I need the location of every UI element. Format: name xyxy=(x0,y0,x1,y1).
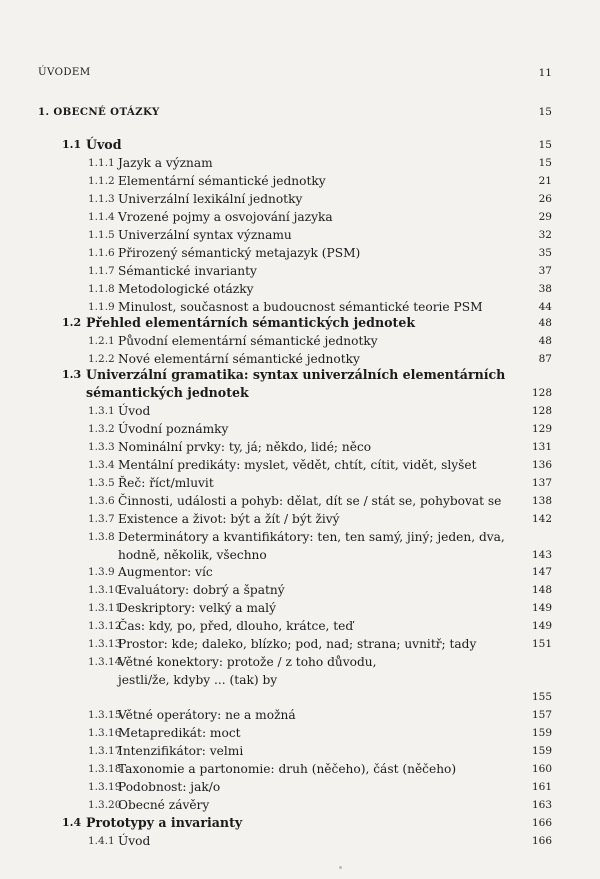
toc-number: 1.2.1 xyxy=(88,335,115,347)
toc-number: 1.1.6 xyxy=(88,247,115,259)
toc-page-number: 159 xyxy=(531,745,552,757)
toc-title: Elementární sémantické jednotky xyxy=(118,174,326,188)
toc-entry-1-3-18[interactable] xyxy=(0,760,600,778)
toc-entry-chapter-1[interactable] xyxy=(0,103,600,121)
toc-title: Čas: kdy, po, před, dlouho, krátce, teď xyxy=(118,619,354,633)
toc-entry-1-4-1[interactable] xyxy=(0,832,600,850)
toc-number: 1.3.2 xyxy=(88,423,115,435)
toc-title: Původní elementární sémantické jednotky xyxy=(118,334,378,348)
toc-number: 1.3.16 xyxy=(88,727,122,739)
toc-page-number: 148 xyxy=(531,584,552,596)
toc-title: Metodologické otázky xyxy=(118,282,254,296)
toc-entry-1-3-20[interactable] xyxy=(0,796,600,814)
toc-number: 1.4 xyxy=(62,816,82,829)
toc-title: Prototypy a invarianty xyxy=(86,815,243,830)
toc-entry-1-1-7[interactable] xyxy=(0,262,600,280)
toc-entry-1-3-5[interactable] xyxy=(0,474,600,492)
toc-entry-1-3-cont[interactable] xyxy=(0,384,600,402)
toc-entry-1-1-4[interactable] xyxy=(0,208,600,226)
toc-page-number: 149 xyxy=(531,602,552,614)
toc-title: Nové elementární sémantické jednotky xyxy=(118,352,360,366)
toc-title-line2: jestli/že, kdyby ... (tak) by xyxy=(118,673,278,687)
toc-title-line2: sémantických jednotek xyxy=(86,385,249,400)
toc-number: 1.4.1 xyxy=(88,835,115,847)
toc-page-number: 149 xyxy=(531,620,552,632)
toc-title-line1: Větné konektory: protože / z toho důvodu, xyxy=(118,655,377,669)
toc-number: 1.2.2 xyxy=(88,353,115,365)
toc-title: Augmentor: víc xyxy=(118,565,213,579)
toc-page-number: 21 xyxy=(538,175,552,187)
toc-entry-1-3-14-cont[interactable] xyxy=(0,671,600,689)
toc-number: 1.3.8 xyxy=(88,531,115,543)
toc-title: Obecné závěry xyxy=(118,798,210,812)
toc-title-line2: hodně, několik, všechno xyxy=(118,548,267,562)
toc-entry-1-1-3[interactable] xyxy=(0,190,600,208)
toc-title: Větné operátory: ne a možná xyxy=(118,708,296,722)
toc-number: 1.3.11 xyxy=(88,602,122,614)
toc-page-number: 136 xyxy=(531,459,552,471)
toc-number: 1.3.19 xyxy=(88,781,122,793)
toc-page-number: 15 xyxy=(538,157,552,169)
toc-page-number: 166 xyxy=(531,835,552,847)
toc-title: Metapredikát: moct xyxy=(118,726,241,740)
toc-page-number: 29 xyxy=(538,211,552,223)
toc-number: 1.3.14 xyxy=(88,656,122,668)
toc-entry-1-3-13[interactable] xyxy=(0,635,600,653)
toc-title: Úvod xyxy=(118,834,151,848)
toc-title: Existence a život: být a žít / být živý xyxy=(118,512,340,526)
toc-number: 1.1.7 xyxy=(88,265,115,277)
toc-entry-1-1-2[interactable] xyxy=(0,172,600,190)
toc-entry-1-3[interactable] xyxy=(0,366,600,384)
toc-page-number: 155 xyxy=(531,691,552,703)
toc-page-number: 48 xyxy=(538,317,552,329)
toc-title: Řeč: říct/mluvit xyxy=(118,476,214,490)
toc-page-number: 161 xyxy=(531,781,552,793)
toc-page-number: 11 xyxy=(538,67,552,79)
toc-page-number: 15 xyxy=(538,139,552,151)
toc-page-number: 137 xyxy=(531,477,552,489)
toc-number: 1.3.17 xyxy=(88,745,122,757)
toc-title: Evaluátory: dobrý a špatný xyxy=(118,583,285,597)
toc-page-number: 37 xyxy=(538,265,552,277)
toc-entry-1-3-8[interactable] xyxy=(0,528,600,546)
toc-page-number: 128 xyxy=(531,405,552,417)
toc-title-line1: Univerzální gramatika: syntax univerzálních elementárních xyxy=(86,367,506,382)
toc-number: 1.1.5 xyxy=(88,229,115,241)
toc-title: Úvodní poznámky xyxy=(118,422,229,436)
toc-page-number: 32 xyxy=(538,229,552,241)
toc-entry-intro[interactable] xyxy=(0,64,600,82)
toc-page-number: 38 xyxy=(538,283,552,295)
toc-page-number: 48 xyxy=(538,335,552,347)
toc-number: 1.3.6 xyxy=(88,495,115,507)
toc-number: 1.1.3 xyxy=(88,193,115,205)
toc-page-number: 129 xyxy=(531,423,552,435)
toc-entry-1-1-6[interactable] xyxy=(0,244,600,262)
toc-entry-1-2-1[interactable] xyxy=(0,332,600,350)
toc-title: Taxonomie a partonomie: druh (něčeho), část (něčeho) xyxy=(118,762,457,776)
toc-title: Deskriptory: velký a malý xyxy=(118,601,276,615)
toc-title: Nominální prvky: ty, já; někdo, lidé; něco xyxy=(118,440,372,454)
toc-page-number: 160 xyxy=(531,763,552,775)
toc-page-number: 138 xyxy=(531,495,552,507)
toc-number: 1.3.7 xyxy=(88,513,115,525)
toc-page-number: 35 xyxy=(538,247,552,259)
toc-entry-1-3-2[interactable] xyxy=(0,420,600,438)
toc-entry-1-1[interactable] xyxy=(0,136,600,154)
toc-entry-1-3-3[interactable] xyxy=(0,438,600,456)
toc-title: Vrozené pojmy a osvojování jazyka xyxy=(118,210,333,224)
toc-entry-1-4[interactable] xyxy=(0,814,600,832)
toc-page-number: 26 xyxy=(538,193,552,205)
toc-title: Podobnost: jak/o xyxy=(118,780,221,794)
toc-number: 1.3.1 xyxy=(88,405,115,417)
toc-entry-1-1-8[interactable] xyxy=(0,280,600,298)
toc-number: 1.3.4 xyxy=(88,459,115,471)
toc-title: Přehled elementárních sémantických jednotek xyxy=(86,315,416,330)
toc-entry-1-3-8-cont[interactable] xyxy=(0,546,600,564)
toc-number: 1.3.15 xyxy=(88,709,122,721)
toc-number: 1.3 xyxy=(62,368,82,381)
toc-title: Minulost, současnost a budoucnost sémantické teorie PSM xyxy=(118,300,483,314)
toc-title: 1. OBECNÉ OTÁZKY xyxy=(38,106,160,118)
toc-entry-1-3-19[interactable] xyxy=(0,778,600,796)
toc-title: Činnosti, události a pohyb: dělat, dít se / stát se, pohybovat se xyxy=(118,494,502,508)
toc-number: 1.2 xyxy=(62,316,82,329)
toc-title: Úvod xyxy=(86,137,122,152)
toc-number: 1.1.9 xyxy=(88,301,115,313)
toc-entry-1-3-12[interactable] xyxy=(0,617,600,635)
page-dot-mark xyxy=(339,866,342,869)
toc-page-number: 128 xyxy=(531,387,552,399)
toc-number: 1.1.4 xyxy=(88,211,115,223)
toc-entry-1-3-1[interactable] xyxy=(0,402,600,420)
toc-page-number: 15 xyxy=(538,106,552,118)
toc-page-number: 87 xyxy=(538,353,552,365)
toc-entry-1-1-1[interactable] xyxy=(0,154,600,172)
toc-title: Univerzální syntax významu xyxy=(118,228,292,242)
toc-number: 1.1.8 xyxy=(88,283,115,295)
toc-entry-1-3-6[interactable] xyxy=(0,492,600,510)
toc-title-line1: Determinátory a kvantifikátory: ten, ten samý, jiný; jeden, dva, xyxy=(118,530,505,544)
toc-number: 1.3.9 xyxy=(88,566,115,578)
toc-entry-1-3-10[interactable] xyxy=(0,581,600,599)
toc-entry-1-3-15[interactable] xyxy=(0,706,600,724)
toc-page-number: 143 xyxy=(531,549,552,561)
toc-title: Jazyk a význam xyxy=(118,156,213,170)
toc-page-number: 166 xyxy=(531,817,552,829)
toc-number: 1.3.5 xyxy=(88,477,115,489)
toc-number: 1.3.3 xyxy=(88,441,115,453)
toc-number: 1.3.10 xyxy=(88,584,122,596)
toc-page-number: 44 xyxy=(538,301,552,313)
toc-page-number: 157 xyxy=(531,709,552,721)
toc-title: Univerzální lexikální jednotky xyxy=(118,192,303,206)
toc-number: 1.3.12 xyxy=(88,620,122,632)
toc-entry-1-3-14[interactable] xyxy=(0,653,600,671)
toc-entry-1-3-16[interactable] xyxy=(0,724,600,742)
toc-number: 1.3.13 xyxy=(88,638,122,650)
toc-page-number: 163 xyxy=(531,799,552,811)
toc-entry-1-2[interactable] xyxy=(0,314,600,332)
toc-number: 1.3.20 xyxy=(88,799,122,811)
toc-entry-1-1-5[interactable] xyxy=(0,226,600,244)
toc-page-number: 131 xyxy=(531,441,552,453)
toc-entry-1-3-11[interactable] xyxy=(0,599,600,617)
toc-title: Prostor: kde; daleko, blízko; pod, nad; strana; uvnitř; tady xyxy=(118,637,477,651)
toc-page-number: 142 xyxy=(531,513,552,525)
toc-entry-1-3-7[interactable] xyxy=(0,510,600,528)
toc-number: 1.1.2 xyxy=(88,175,115,187)
toc-entry-1-3-17[interactable] xyxy=(0,742,600,760)
toc-entry-1-3-9[interactable] xyxy=(0,563,600,581)
toc-title: ÚVODEM xyxy=(38,67,91,78)
toc-number: 1.3.18 xyxy=(88,763,122,775)
toc-title: Intenzifikátor: velmi xyxy=(118,744,244,758)
toc-title: Úvod xyxy=(118,404,151,418)
toc-number: 1.1 xyxy=(62,138,82,151)
toc-title: Přirozený sémantický metajazyk (PSM) xyxy=(118,246,361,260)
toc-title: Sémantické invarianty xyxy=(118,264,257,278)
toc-page-number: 151 xyxy=(531,638,552,650)
toc-page-number: 159 xyxy=(531,727,552,739)
toc-title: Mentální predikáty: myslet, vědět, chtít, cítit, vidět, slyšet xyxy=(118,458,477,472)
toc-entry-1-3-14-page xyxy=(0,688,600,706)
toc-entry-1-3-4[interactable] xyxy=(0,456,600,474)
toc-page-number: 147 xyxy=(531,566,552,578)
toc-number: 1.1.1 xyxy=(88,157,115,169)
